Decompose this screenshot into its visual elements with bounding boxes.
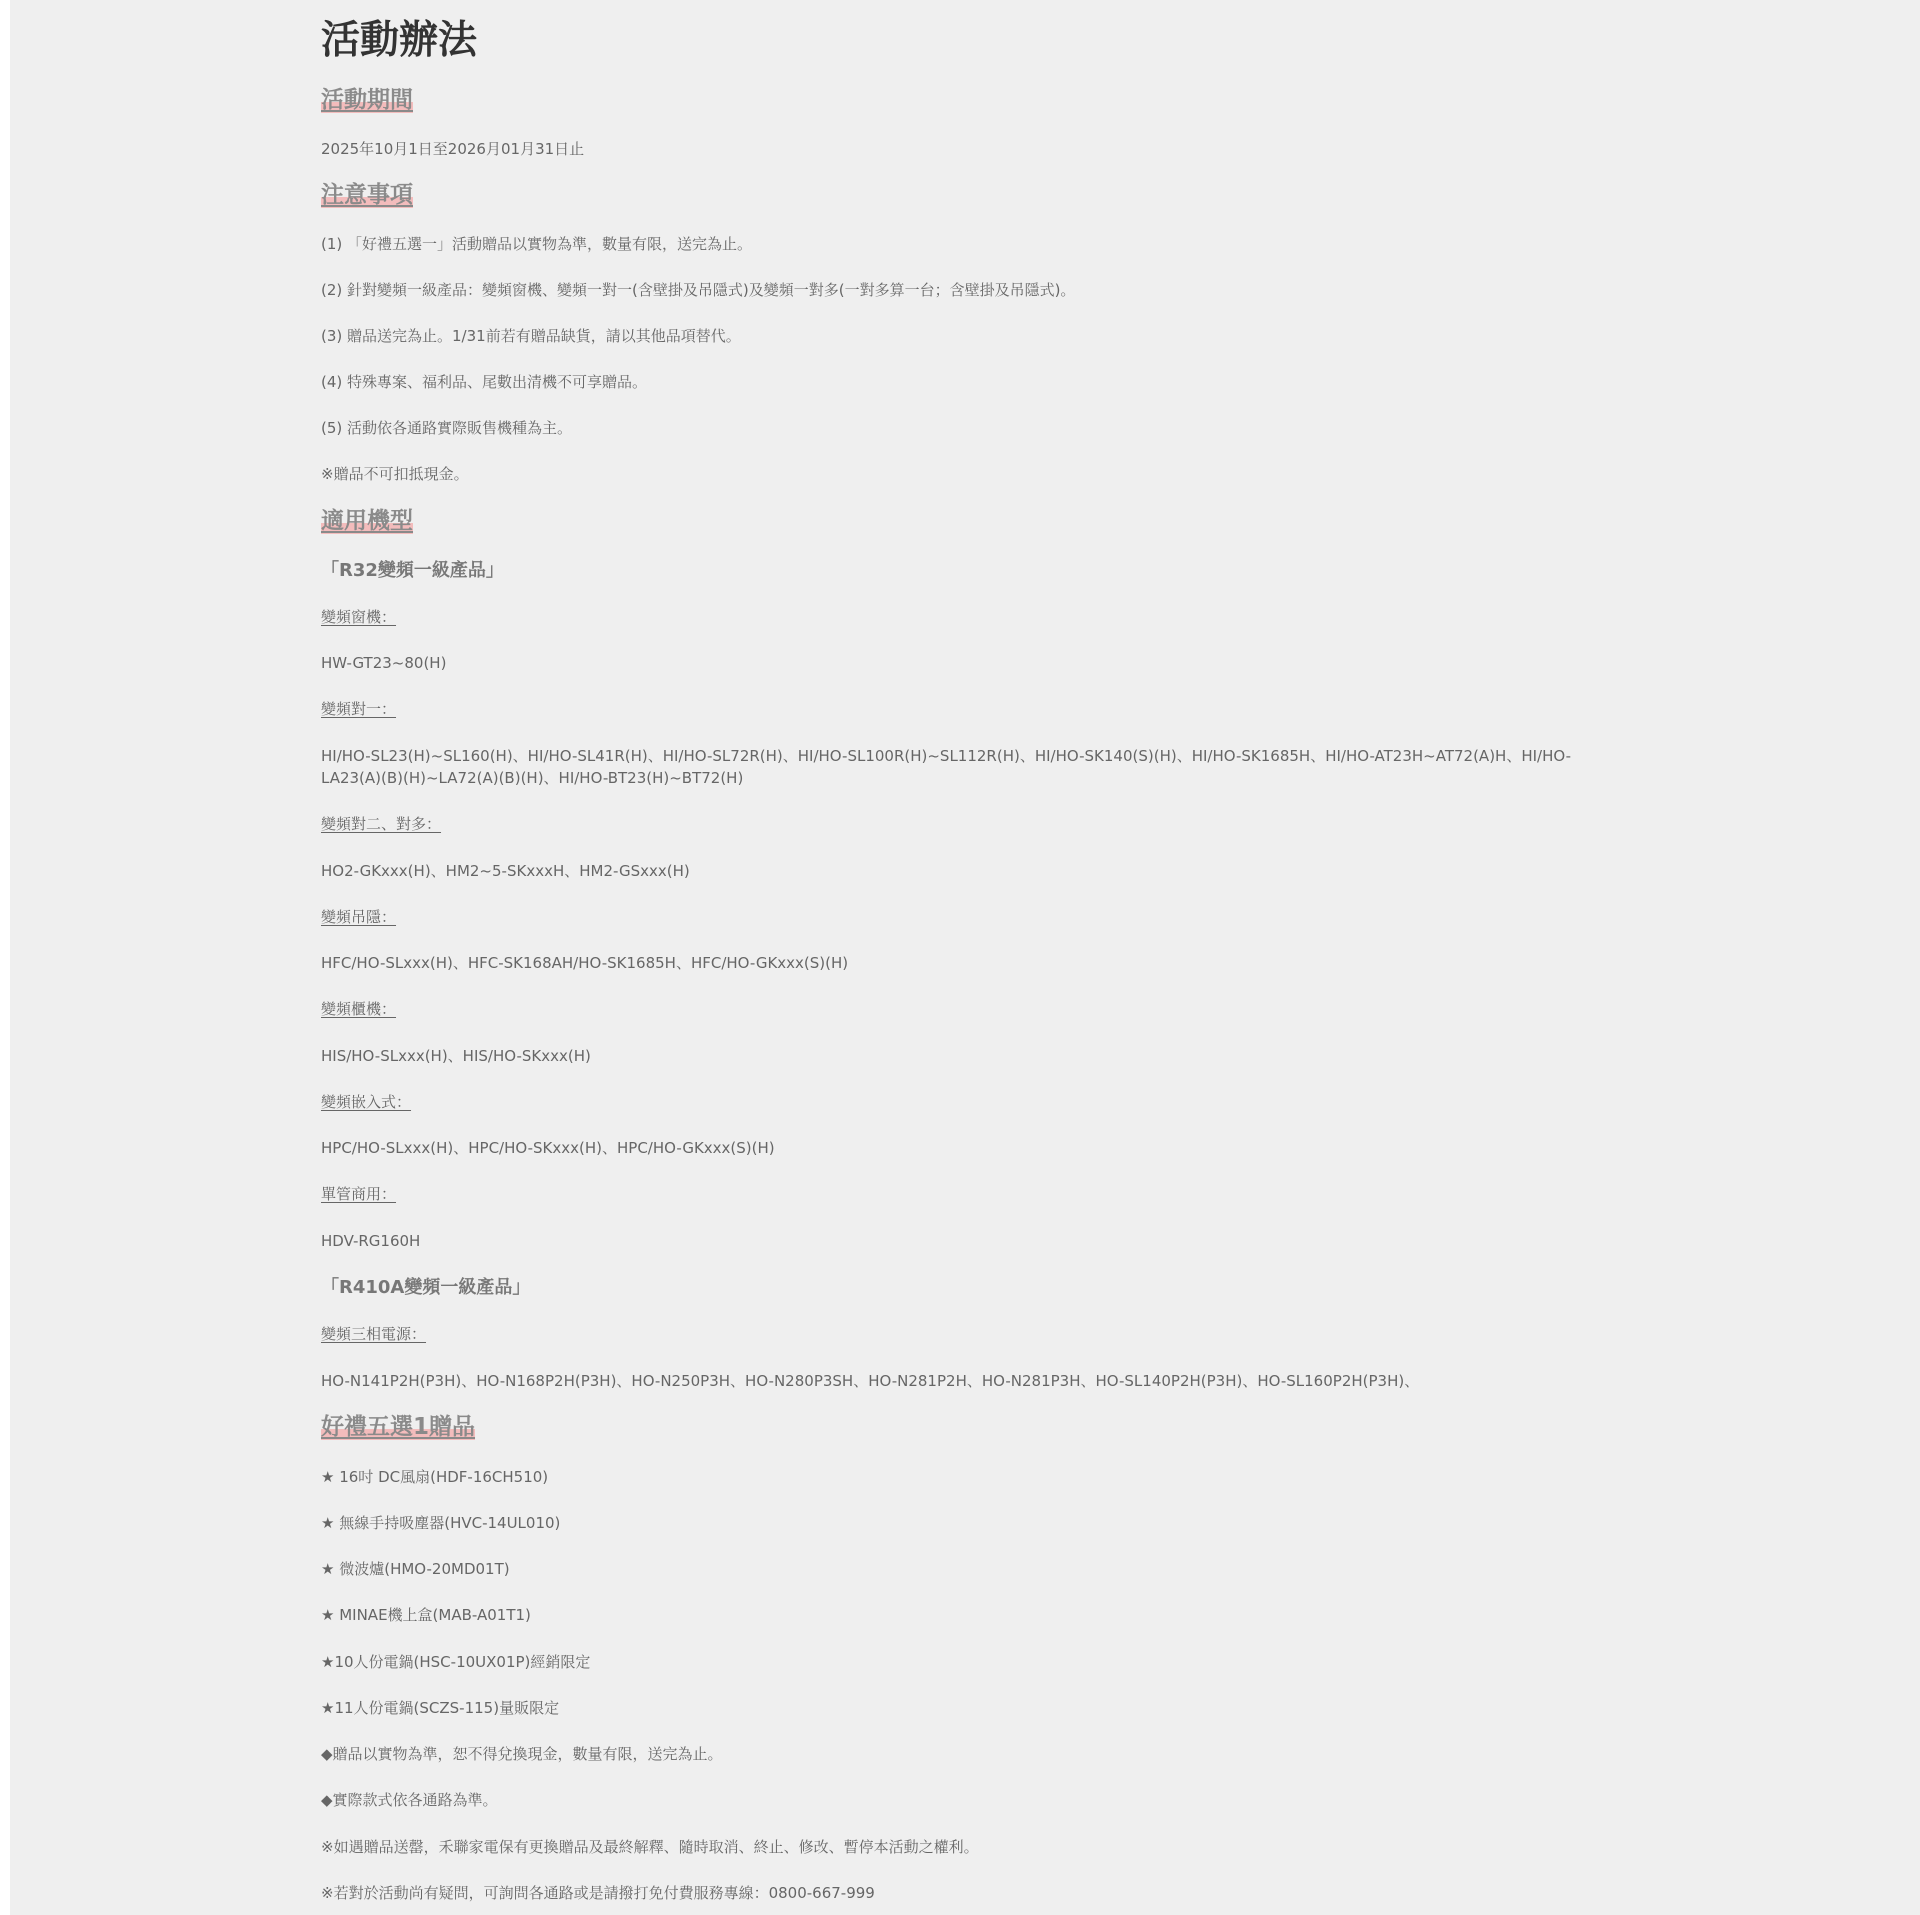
models-heading-text: 適用機型 (321, 508, 413, 534)
model-list: HO-N141P2H(P3H)、HO-N168P2H(P3H)、HO-N250P3H、HO-N280P3SH、HO-N281P2H、HO-N281P3H、HO-SL140P2H(P3H)、HO-SL160P2H(P3H)、 (321, 1372, 1420, 1390)
page-title: 活動辦法 (321, 18, 478, 63)
model-list: HI/HO-SL23(H)~SL160(H)、HI/HO-SL41R(H)、HI/HO-SL72R(H)、HI/HO-SL100R(H)~SL112R(H)、HI/HO-SK140(S)(H)、HI/HO-SK1685H、HI/HO-AT23H~AT72(A)H、HI/HO-LA23(A)(B)(H)~LA72(A)(B)(H)、HI/HO-BT23(H)~BT72(H) (321, 747, 1571, 787)
gift-item: ★11人份電鍋(SCZS-115)量販限定 (321, 1699, 560, 1717)
model-category-label: 變頻窗機： (321, 608, 397, 626)
model-category-label: 變頻櫃機： (321, 1000, 397, 1018)
note-item: (4) 特殊專案、福利品、尾數出清機不可享贈品。 (321, 373, 648, 391)
model-category-label: 變頻對二、對多： (321, 815, 442, 833)
model-list: HO2-GKxxx(H)、HM2~5-SKxxxH、HM2-GSxxx(H) (321, 862, 690, 880)
model-list: HPC/HO-SLxxx(H)、HPC/HO-SKxxx(H)、HPC/HO-GKxxx(S)(H) (321, 1139, 775, 1157)
notes-heading-text: 注意事項 (321, 182, 413, 208)
model-category-label: 變頻對一： (321, 700, 397, 718)
gift-note: ◆實際款式依各通路為準。 (321, 1791, 498, 1809)
gift-item: ★ 無線手持吸塵器(HVC-14UL010) (321, 1514, 561, 1532)
period-heading (321, 84, 413, 116)
notes-heading (321, 179, 413, 211)
gift-item: ★ MINAE機上盒(MAB-A01T1) (321, 1606, 531, 1624)
note-item: (2) 針對變頻一級產品：變頻窗機、變頻一對一(含壁掛及吊隱式)及變頻一對多(一對多算一台；含壁掛及吊隱式)。 (321, 281, 1076, 299)
note-item: ※贈品不可扣抵現金。 (321, 465, 469, 483)
model-category-label: 變頻三相電源： (321, 1325, 427, 1343)
gift-item: ★10人份電鍋(HSC-10UX01P)經銷限定 (321, 1653, 591, 1671)
model-list: HDV-RG160H (321, 1232, 421, 1250)
note-item: (5) 活動依各通路實際販售機種為主。 (321, 419, 573, 437)
model-list: HIS/HO-SLxxx(H)、HIS/HO-SKxxx(H) (321, 1047, 591, 1065)
note-item: (1) 「好禮五選一」活動贈品以實物為準，數量有限，送完為止。 (321, 235, 753, 253)
model-category-label: 變頻嵌入式： (321, 1093, 412, 1111)
note-item: (3) 贈品送完為止。1/31前若有贈品缺貨，請以其他品項替代。 (321, 327, 741, 345)
model-category-label: 單管商用： (321, 1185, 397, 1203)
gift-item: ★ 微波爐(HMO-20MD01T) (321, 1560, 510, 1578)
period-heading-text: 活動期間 (321, 87, 413, 113)
gift-note: ※如遇贈品送罄，禾聯家電保有更換贈品及最終解釋、隨時取消、終止、修改、暫停本活動之權利。 (321, 1838, 979, 1856)
gifts-heading-text: 好禮五選1贈品 (321, 1414, 476, 1440)
model-list: HFC/HO-SLxxx(H)、HFC-SK168AH/HO-SK1685H、HFC/HO-GKxxx(S)(H) (321, 954, 849, 972)
r410a-group-title: 「R410A變頻一級產品」 (321, 1277, 531, 1298)
gift-note: ※若對於活動尚有疑問，可詢問各通路或是請撥打免付費服務專線：0800-667-999 (321, 1884, 875, 1902)
models-heading (321, 505, 413, 537)
gift-note: ◆贈品以實物為準，恕不得兌換現金，數量有限，送完為止。 (321, 1745, 723, 1763)
model-list: HW-GT23~80(H) (321, 654, 447, 672)
model-category-label: 變頻吊隱： (321, 908, 397, 926)
gifts-heading (321, 1411, 475, 1443)
period-text: 2025年10月1日至2026月01月31日止 (321, 140, 585, 158)
r32-group-title: 「R32變頻一級產品」 (321, 560, 504, 581)
page-background (10, 0, 1920, 1915)
gift-item: ★ 16吋 DC風扇(HDF-16CH510) (321, 1468, 549, 1486)
